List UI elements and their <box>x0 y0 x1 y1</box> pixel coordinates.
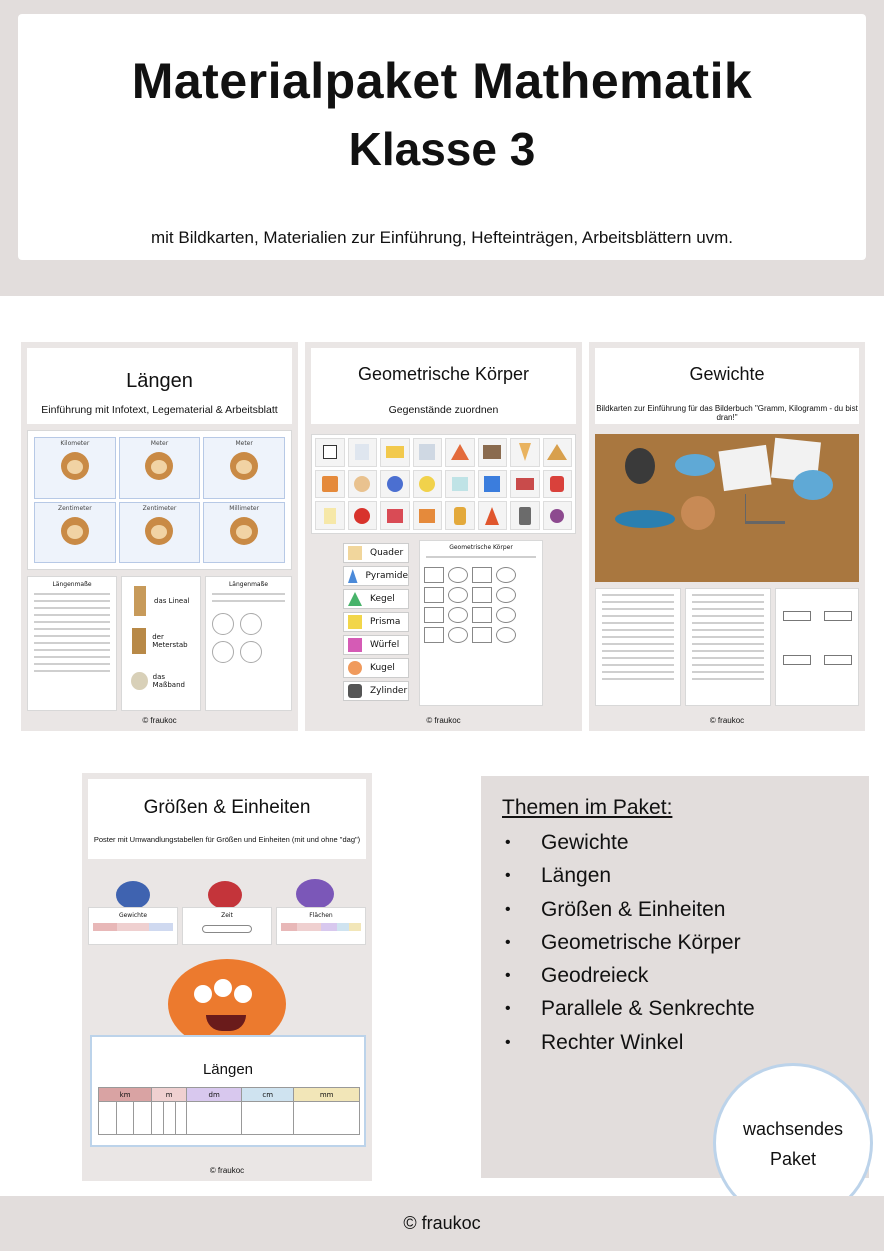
topics-list <box>505 826 755 1059</box>
card-header <box>88 779 366 859</box>
picture-cards-sheet <box>27 430 292 570</box>
list-item: • Rechter Winkel <box>505 1030 684 1054</box>
cube-icon <box>348 638 362 652</box>
bird-icon <box>793 470 833 500</box>
house-icon <box>516 478 534 490</box>
balance-worksheet <box>775 588 859 706</box>
traffic-cone-icon <box>485 507 499 525</box>
wooden-table-photo <box>595 434 859 582</box>
card-paper <box>718 445 771 491</box>
poster-title: Längen <box>202 1061 254 1078</box>
card-subtitle: Gegenstände zuordnen <box>388 404 499 416</box>
bucket-icon <box>322 476 338 492</box>
page-title: Materialpaket Mathematik <box>131 53 753 109</box>
dog-illustration <box>145 517 173 545</box>
card-subtitle: Bildkarten zur Einführung für das Bilderbuch "Gramm, Kilogramm - du bist dran!" <box>596 404 858 422</box>
ruler-icon <box>134 586 146 616</box>
beetle-icon <box>625 448 655 484</box>
dog-illustration <box>61 517 89 545</box>
card-title: Gewichte <box>689 364 765 384</box>
cylinder-icon <box>348 684 362 698</box>
trampoline-icon <box>615 510 675 528</box>
tissue-box-icon <box>452 477 468 491</box>
mini-poster-gewichte: Gewichte <box>88 907 178 945</box>
unit-table: km m dm cm mm <box>98 1087 360 1135</box>
dog-illustration <box>61 452 89 480</box>
list-item: • Geodreieck <box>505 964 649 988</box>
pyramid-icon <box>348 569 358 583</box>
bodies-sheet: Quader Pyramide Kegel Prisma Würfel Kugel Zylinder <box>343 540 409 704</box>
card-subtitle: Poster mit Umwandlungstabellen für Größen und Einheiten (mit und ohne "dag") <box>93 835 361 844</box>
card-copyright: © fraukoc <box>709 716 745 725</box>
picture-card: Zentimeter <box>34 502 116 564</box>
cone-icon <box>348 592 362 606</box>
card-header <box>595 348 859 424</box>
list-item: • Größen & Einheiten <box>505 897 726 921</box>
tape-measure-icon <box>131 672 148 690</box>
card-copyright: © fraukoc <box>209 1166 245 1175</box>
card-gewichte <box>589 342 865 731</box>
page-title-grade: Klasse 3 <box>348 123 536 175</box>
card-copyright: © fraukoc <box>426 716 461 725</box>
story-sheet <box>595 588 681 706</box>
milk-carton-icon <box>355 444 369 460</box>
dog-illustration <box>145 452 173 480</box>
card-header <box>27 348 292 424</box>
red-monster-icon <box>208 881 242 909</box>
card-copyright: © fraukoc <box>142 716 177 725</box>
card-laengen <box>21 342 298 731</box>
text-sheet <box>685 588 771 706</box>
purple-monster-icon <box>296 879 334 909</box>
mini-poster-flaechen: Flächen <box>276 907 366 945</box>
suitcase-icon <box>483 445 501 459</box>
card-header <box>311 348 576 424</box>
card-subtitle: Einführung mit Infotext, Legematerial & Arbeitsblatt <box>41 404 278 416</box>
cuboid-icon <box>348 546 362 560</box>
chicken-icon <box>681 496 715 530</box>
tomato-icon <box>354 508 370 524</box>
laengen-poster <box>90 1035 366 1147</box>
topics-heading: Themen im Paket: <box>502 796 673 819</box>
ornament-icon <box>550 509 564 523</box>
object-cards-sheet <box>311 434 576 534</box>
card-title: Längen <box>126 370 193 392</box>
fish-icon <box>675 454 715 476</box>
card-title: Größen & Einheiten <box>143 797 311 818</box>
growing-package-badge: wachsendes Paket <box>713 1063 873 1223</box>
title-card <box>18 14 866 260</box>
present-icon <box>419 509 435 523</box>
cheese-icon <box>386 446 404 458</box>
can-icon <box>550 476 564 492</box>
picture-card: Zentimeter <box>119 502 201 564</box>
candle-icon <box>454 507 466 525</box>
mini-poster-zeit: Zeit <box>182 907 272 945</box>
footer-band <box>0 1196 884 1251</box>
gift-icon <box>387 509 403 523</box>
blue-monster-icon <box>116 881 150 909</box>
tools-sheet: das Lineal der Meterstab das Maßband <box>121 576 201 711</box>
picture-card: Meter <box>203 437 285 499</box>
cube-icon <box>484 476 500 492</box>
ice-cream-cone-icon <box>519 443 531 461</box>
pyramid-icon <box>451 444 469 460</box>
glass-icon <box>324 508 336 524</box>
picture-card: Millimeter <box>203 502 285 564</box>
dice-icon <box>323 445 337 459</box>
infotext-sheet: Längenmaße <box>27 576 117 711</box>
prism-icon <box>348 615 362 629</box>
beach-ball-icon <box>419 476 435 492</box>
sphere-icon <box>348 661 362 675</box>
picture-card: Meter <box>119 437 201 499</box>
list-item: • Längen <box>505 864 612 888</box>
globe-icon <box>387 476 403 492</box>
assignment-worksheet: Geometrische Körper <box>419 540 543 706</box>
phone-icon <box>519 507 531 525</box>
page-subtitle: mit Bildkarten, Materialien zur Einführung, Hefteinträgen, Arbeitsblättern uvm. <box>150 228 734 247</box>
card-title: Geometrische Körper <box>357 364 530 384</box>
ice-cube-icon <box>419 444 435 460</box>
list-item: • Gewichte <box>505 831 629 854</box>
ball-icon <box>354 476 370 492</box>
picture-card: Kilometer <box>34 437 116 499</box>
card-groessen-einheiten <box>82 773 372 1181</box>
list-item: • Geometrische Körper <box>505 930 741 954</box>
dog-illustration <box>230 452 258 480</box>
dog-illustration <box>230 517 258 545</box>
pyramid-icon <box>547 444 567 460</box>
footer-copyright: © fraukoc <box>403 1213 481 1233</box>
list-item: • Parallele & Senkrechte <box>505 997 755 1021</box>
worksheet: Längenmaße <box>205 576 292 711</box>
scale-icon <box>745 494 785 524</box>
card-geometrische-koerper <box>305 342 582 731</box>
folding-rule-icon <box>132 628 146 654</box>
